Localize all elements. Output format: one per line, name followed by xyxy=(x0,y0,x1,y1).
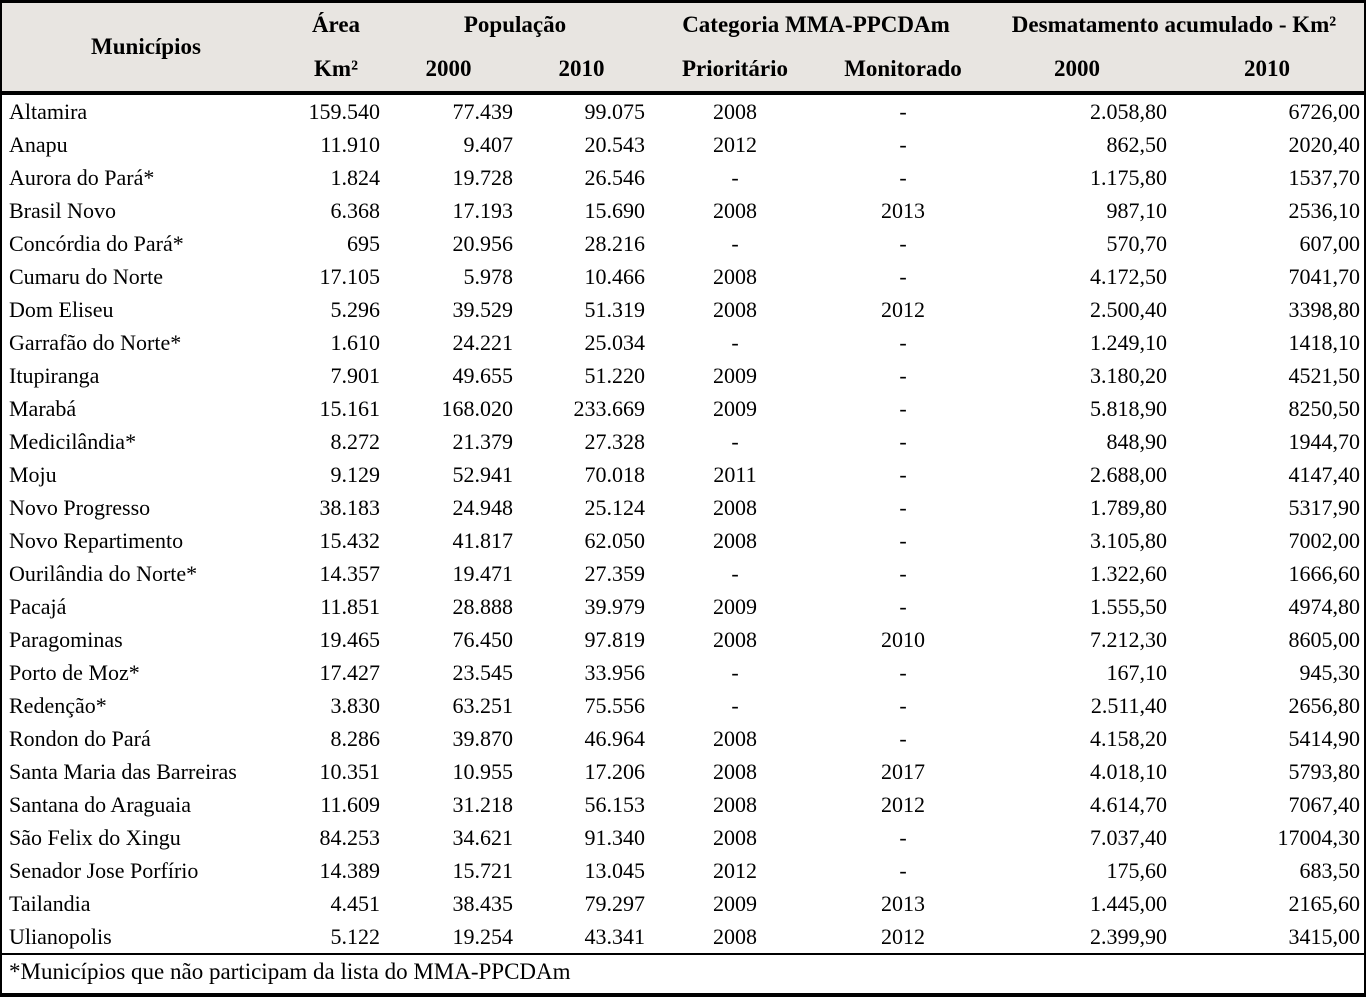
cell-pop-2000: 49.655 xyxy=(452,363,513,388)
cell-area-km2: 15.432 xyxy=(319,528,380,553)
cell-desmatamento-2000: 167,10 xyxy=(1106,660,1167,685)
cell-desmatamento-2000: 848,90 xyxy=(1106,429,1167,454)
table-row xyxy=(2,95,1364,128)
cell-area-km2: 1.824 xyxy=(330,165,380,190)
cell-pop-2000: 19.471 xyxy=(452,561,513,586)
cell-municipio: Rondon do Pará xyxy=(9,726,151,751)
cell-prioritario: - xyxy=(731,561,739,586)
cell-municipio: Brasil Novo xyxy=(9,198,116,223)
cell-pop-2010: 10.466 xyxy=(584,264,645,289)
cell-desmatamento-2010: 4521,50 xyxy=(1288,363,1360,388)
cell-pop-2010: 25.034 xyxy=(584,330,645,355)
cell-monitorado: - xyxy=(899,429,907,454)
cell-desmatamento-2000: 987,10 xyxy=(1106,198,1167,223)
cell-monitorado: - xyxy=(899,858,907,883)
table-row xyxy=(2,590,1364,623)
table-row xyxy=(2,392,1364,425)
cell-pop-2010: 79.297 xyxy=(584,891,645,916)
cell-pop-2000: 19.254 xyxy=(452,924,513,949)
cell-pop-2000: 9.407 xyxy=(463,132,513,157)
header-municipios: Municípios xyxy=(91,34,201,59)
cell-desmatamento-2000: 2.500,40 xyxy=(1090,297,1167,322)
cell-pop-2010: 27.328 xyxy=(584,429,645,454)
cell-municipio: Cumaru do Norte xyxy=(9,264,163,289)
cell-municipio: Porto de Moz* xyxy=(9,660,140,685)
header-populacao-group: População xyxy=(463,12,567,37)
cell-prioritario: - xyxy=(731,660,739,685)
cell-municipio: Tailandia xyxy=(9,891,91,916)
cell-municipio: Santa Maria das Barreiras xyxy=(9,759,237,784)
cell-pop-2010: 17.206 xyxy=(584,759,645,784)
cell-desmatamento-2000: 7.037,40 xyxy=(1090,825,1167,850)
cell-pop-2010: 91.340 xyxy=(584,825,645,850)
cell-area-km2: 9.129 xyxy=(330,462,380,487)
header-area-km2: Km² xyxy=(314,56,358,81)
cell-area-km2: 159.540 xyxy=(308,99,380,124)
header-desmatamento-2000: 2000 xyxy=(1054,56,1100,81)
cell-pop-2010: 75.556 xyxy=(584,693,645,718)
table-row xyxy=(2,161,1364,194)
table-row xyxy=(2,557,1364,590)
table-row xyxy=(2,788,1364,821)
cell-desmatamento-2000: 175,60 xyxy=(1106,858,1167,883)
cell-pop-2000: 52.941 xyxy=(452,462,513,487)
cell-desmatamento-2010: 4974,80 xyxy=(1288,594,1360,619)
cell-area-km2: 11.851 xyxy=(320,594,380,619)
cell-desmatamento-2000: 4.158,20 xyxy=(1090,726,1167,751)
cell-monitorado: 2017 xyxy=(881,759,925,784)
cell-municipio: Pacajá xyxy=(9,594,67,619)
cell-desmatamento-2010: 683,50 xyxy=(1299,858,1360,883)
cell-area-km2: 8.286 xyxy=(330,726,380,751)
cell-monitorado: - xyxy=(899,330,907,355)
cell-pop-2010: 33.956 xyxy=(584,660,645,685)
cell-pop-2000: 168.020 xyxy=(441,396,513,421)
cell-municipio: Altamira xyxy=(9,99,88,124)
cell-prioritario: 2008 xyxy=(713,726,757,751)
cell-prioritario: 2008 xyxy=(713,198,757,223)
cell-desmatamento-2010: 5793,80 xyxy=(1288,759,1360,784)
cell-pop-2000: 31.218 xyxy=(452,792,513,817)
cell-municipio: Ulianopolis xyxy=(9,924,112,949)
header-area-group: Área xyxy=(311,12,361,37)
cell-area-km2: 695 xyxy=(347,231,380,256)
table-row xyxy=(2,755,1364,788)
cell-desmatamento-2010: 945,30 xyxy=(1299,660,1360,685)
cell-monitorado: - xyxy=(899,726,907,751)
header-populacao-2000: 2000 xyxy=(425,56,472,81)
cell-monitorado: - xyxy=(899,528,907,553)
cell-desmatamento-2010: 4147,40 xyxy=(1288,462,1360,487)
cell-desmatamento-2010: 607,00 xyxy=(1299,231,1360,256)
cell-prioritario: 2009 xyxy=(713,594,757,619)
cell-pop-2000: 38.435 xyxy=(452,891,513,916)
cell-desmatamento-2000: 1.249,10 xyxy=(1090,330,1167,355)
cell-monitorado: 2010 xyxy=(881,627,925,652)
table-row xyxy=(2,227,1364,260)
cell-pop-2010: 13.045 xyxy=(584,858,645,883)
cell-pop-2000: 41.817 xyxy=(452,528,513,553)
cell-pop-2000: 76.450 xyxy=(452,627,513,652)
cell-pop-2010: 97.819 xyxy=(584,627,645,652)
cell-desmatamento-2010: 5414,90 xyxy=(1288,726,1360,751)
table-header xyxy=(2,3,1364,95)
cell-pop-2010: 56.153 xyxy=(584,792,645,817)
cell-desmatamento-2010: 8250,50 xyxy=(1288,396,1360,421)
cell-desmatamento-2000: 4.018,10 xyxy=(1090,759,1167,784)
table-body xyxy=(2,95,1364,953)
cell-prioritario: - xyxy=(731,429,739,454)
cell-monitorado: - xyxy=(899,495,907,520)
cell-area-km2: 15.161 xyxy=(319,396,380,421)
cell-pop-2010: 233.669 xyxy=(573,396,645,421)
cell-area-km2: 10.351 xyxy=(319,759,380,784)
cell-pop-2010: 43.341 xyxy=(584,924,645,949)
table-row xyxy=(2,887,1364,920)
cell-monitorado: 2012 xyxy=(881,924,925,949)
cell-desmatamento-2000: 2.688,00 xyxy=(1090,462,1167,487)
cell-monitorado: 2012 xyxy=(881,297,925,322)
table-row xyxy=(2,524,1364,557)
cell-desmatamento-2010: 3398,80 xyxy=(1288,297,1360,322)
cell-area-km2: 7.901 xyxy=(330,363,380,388)
cell-prioritario: 2012 xyxy=(713,132,757,157)
cell-prioritario: 2011 xyxy=(713,462,757,487)
cell-desmatamento-2010: 17004,30 xyxy=(1277,825,1360,850)
cell-prioritario: 2008 xyxy=(713,495,757,520)
cell-municipio: São Felix do Xingu xyxy=(9,825,181,850)
cell-monitorado: 2013 xyxy=(881,891,925,916)
cell-desmatamento-2010: 3415,00 xyxy=(1288,924,1360,949)
cell-desmatamento-2000: 570,70 xyxy=(1106,231,1167,256)
table-row xyxy=(2,722,1364,755)
cell-area-km2: 11.910 xyxy=(320,132,380,157)
cell-prioritario: - xyxy=(731,330,739,355)
table-row xyxy=(2,458,1364,491)
cell-municipio: Redenção* xyxy=(9,693,107,718)
cell-pop-2000: 24.221 xyxy=(452,330,513,355)
cell-area-km2: 14.357 xyxy=(319,561,380,586)
cell-pop-2000: 28.888 xyxy=(452,594,513,619)
cell-desmatamento-2000: 3.180,20 xyxy=(1090,363,1167,388)
cell-desmatamento-2000: 4.614,70 xyxy=(1090,792,1167,817)
cell-monitorado: 2013 xyxy=(881,198,925,223)
cell-municipio: Anapu xyxy=(9,132,68,157)
cell-pop-2000: 34.621 xyxy=(452,825,513,850)
cell-municipio: Garrafão do Norte* xyxy=(9,330,182,355)
cell-pop-2010: 28.216 xyxy=(584,231,645,256)
cell-pop-2000: 17.193 xyxy=(452,198,513,223)
cell-pop-2010: 51.319 xyxy=(584,297,645,322)
table-row xyxy=(2,821,1364,854)
cell-desmatamento-2010: 8605,00 xyxy=(1288,627,1360,652)
cell-monitorado: - xyxy=(899,693,907,718)
cell-pop-2010: 27.359 xyxy=(584,561,645,586)
cell-pop-2010: 25.124 xyxy=(584,495,645,520)
cell-desmatamento-2000: 2.511,40 xyxy=(1090,693,1167,718)
cell-desmatamento-2010: 6726,00 xyxy=(1288,99,1360,124)
cell-pop-2000: 21.379 xyxy=(452,429,513,454)
cell-prioritario: 2008 xyxy=(713,792,757,817)
header-monitorado: Monitorado xyxy=(844,56,962,81)
cell-area-km2: 6.368 xyxy=(330,198,380,223)
table-row xyxy=(2,293,1364,326)
cell-area-km2: 84.253 xyxy=(319,825,380,850)
cell-municipio: Dom Eliseu xyxy=(9,297,114,322)
cell-desmatamento-2000: 2.058,80 xyxy=(1090,99,1167,124)
cell-desmatamento-2000: 1.789,80 xyxy=(1090,495,1167,520)
cell-area-km2: 38.183 xyxy=(319,495,380,520)
cell-prioritario: 2008 xyxy=(713,297,757,322)
cell-prioritario: 2008 xyxy=(713,528,757,553)
cell-prioritario: 2009 xyxy=(713,363,757,388)
table-footnote: *Municípios que não participam da lista do MMA-PPCDAm xyxy=(2,953,1364,991)
cell-desmatamento-2000: 3.105,80 xyxy=(1090,528,1167,553)
table-row xyxy=(2,920,1364,953)
cell-monitorado: - xyxy=(899,396,907,421)
cell-prioritario: - xyxy=(731,231,739,256)
table-row xyxy=(2,854,1364,887)
table-row xyxy=(2,128,1364,161)
cell-area-km2: 1.610 xyxy=(330,330,380,355)
cell-area-km2: 5.296 xyxy=(330,297,380,322)
cell-pop-2000: 23.545 xyxy=(452,660,513,685)
table-row xyxy=(2,194,1364,227)
cell-area-km2: 5.122 xyxy=(330,924,380,949)
cell-pop-2010: 46.964 xyxy=(584,726,645,751)
cell-desmatamento-2000: 2.399,90 xyxy=(1090,924,1167,949)
cell-desmatamento-2010: 1666,60 xyxy=(1288,561,1360,586)
cell-municipio: Concórdia do Pará* xyxy=(9,231,184,256)
cell-desmatamento-2010: 2165,60 xyxy=(1288,891,1360,916)
cell-pop-2000: 24.948 xyxy=(452,495,513,520)
header-prioritario: Prioritário xyxy=(681,56,788,81)
cell-monitorado: - xyxy=(899,99,907,124)
cell-pop-2010: 62.050 xyxy=(584,528,645,553)
cell-prioritario: 2009 xyxy=(713,891,757,916)
table-row xyxy=(2,260,1364,293)
cell-desmatamento-2010: 1418,10 xyxy=(1288,330,1360,355)
header-desmatamento-group: Desmatamento acumulado - Km² xyxy=(1011,12,1337,37)
cell-monitorado: - xyxy=(899,132,907,157)
cell-area-km2: 17.105 xyxy=(319,264,380,289)
cell-area-km2: 17.427 xyxy=(319,660,380,685)
cell-desmatamento-2000: 1.555,50 xyxy=(1090,594,1167,619)
cell-municipio: Novo Progresso xyxy=(9,495,151,520)
header-desmatamento-2010: 2010 xyxy=(1244,56,1290,81)
cell-monitorado: - xyxy=(899,264,907,289)
cell-monitorado: 2012 xyxy=(881,792,925,817)
cell-monitorado: - xyxy=(899,363,907,388)
cell-municipio: Ourilândia do Norte* xyxy=(9,561,198,586)
cell-pop-2000: 63.251 xyxy=(452,693,513,718)
cell-desmatamento-2000: 4.172,50 xyxy=(1090,264,1167,289)
header-categoria-group: Categoria MMA-PPCDAm xyxy=(682,12,950,37)
cell-pop-2010: 70.018 xyxy=(584,462,645,487)
cell-desmatamento-2010: 7002,00 xyxy=(1288,528,1360,553)
table-row xyxy=(2,425,1364,458)
cell-monitorado: - xyxy=(899,165,907,190)
cell-desmatamento-2010: 7041,70 xyxy=(1288,264,1360,289)
table-row xyxy=(2,326,1364,359)
cell-prioritario: 2009 xyxy=(713,396,757,421)
cell-prioritario: 2008 xyxy=(713,825,757,850)
cell-prioritario: 2008 xyxy=(713,264,757,289)
cell-prioritario: 2008 xyxy=(713,99,757,124)
cell-desmatamento-2000: 5.818,90 xyxy=(1090,396,1167,421)
cell-desmatamento-2010: 2656,80 xyxy=(1288,693,1360,718)
table-row xyxy=(2,689,1364,722)
table-row xyxy=(2,656,1364,689)
table-row xyxy=(2,359,1364,392)
cell-desmatamento-2010: 7067,40 xyxy=(1288,792,1360,817)
cell-pop-2000: 19.728 xyxy=(452,165,513,190)
cell-area-km2: 14.389 xyxy=(319,858,380,883)
cell-monitorado: - xyxy=(899,462,907,487)
cell-desmatamento-2010: 2536,10 xyxy=(1288,198,1360,223)
cell-pop-2000: 20.956 xyxy=(452,231,513,256)
cell-area-km2: 8.272 xyxy=(330,429,380,454)
cell-pop-2010: 51.220 xyxy=(584,363,645,388)
cell-pop-2000: 5.978 xyxy=(463,264,513,289)
cell-pop-2010: 26.546 xyxy=(584,165,645,190)
table-row xyxy=(2,491,1364,524)
cell-pop-2000: 77.439 xyxy=(452,99,513,124)
cell-municipio: Paragominas xyxy=(9,627,123,652)
cell-pop-2010: 99.075 xyxy=(584,99,645,124)
cell-pop-2010: 20.543 xyxy=(584,132,645,157)
cell-municipio: Novo Repartimento xyxy=(9,528,184,553)
header-populacao-2010: 2010 xyxy=(558,56,605,81)
cell-prioritario: 2008 xyxy=(713,924,757,949)
cell-desmatamento-2010: 1944,70 xyxy=(1288,429,1360,454)
cell-desmatamento-2000: 7.212,30 xyxy=(1090,627,1167,652)
cell-pop-2010: 15.690 xyxy=(584,198,645,223)
cell-municipio: Itupiranga xyxy=(9,363,100,388)
cell-monitorado: - xyxy=(899,561,907,586)
cell-desmatamento-2000: 862,50 xyxy=(1106,132,1167,157)
cell-area-km2: 11.609 xyxy=(320,792,380,817)
cell-municipio: Moju xyxy=(9,462,57,487)
cell-municipio: Medicilândia* xyxy=(9,429,137,454)
cell-prioritario: 2012 xyxy=(713,858,757,883)
cell-desmatamento-2010: 1537,70 xyxy=(1288,165,1360,190)
cell-desmatamento-2000: 1.445,00 xyxy=(1090,891,1167,916)
cell-desmatamento-2010: 5317,90 xyxy=(1288,495,1360,520)
cell-monitorado: - xyxy=(899,825,907,850)
cell-prioritario: 2008 xyxy=(713,759,757,784)
cell-area-km2: 4.451 xyxy=(330,891,380,916)
cell-municipio: Marabá xyxy=(9,396,77,421)
cell-desmatamento-2000: 1.175,80 xyxy=(1090,165,1167,190)
cell-prioritario: - xyxy=(731,165,739,190)
cell-area-km2: 3.830 xyxy=(330,693,380,718)
cell-desmatamento-2010: 2020,40 xyxy=(1288,132,1360,157)
cell-pop-2010: 39.979 xyxy=(584,594,645,619)
cell-pop-2000: 39.870 xyxy=(452,726,513,751)
cell-pop-2000: 39.529 xyxy=(452,297,513,322)
cell-municipio: Santana do Araguaia xyxy=(9,792,192,817)
cell-monitorado: - xyxy=(899,231,907,256)
cell-prioritario: - xyxy=(731,693,739,718)
cell-prioritario: 2008 xyxy=(713,627,757,652)
cell-municipio: Aurora do Pará* xyxy=(9,165,155,190)
cell-pop-2000: 15.721 xyxy=(452,858,513,883)
cell-pop-2000: 10.955 xyxy=(452,759,513,784)
table-row xyxy=(2,623,1364,656)
cell-area-km2: 19.465 xyxy=(319,627,380,652)
cell-monitorado: - xyxy=(899,594,907,619)
cell-monitorado: - xyxy=(899,660,907,685)
cell-municipio: Senador Jose Porfírio xyxy=(9,858,199,883)
cell-desmatamento-2000: 1.322,60 xyxy=(1090,561,1167,586)
